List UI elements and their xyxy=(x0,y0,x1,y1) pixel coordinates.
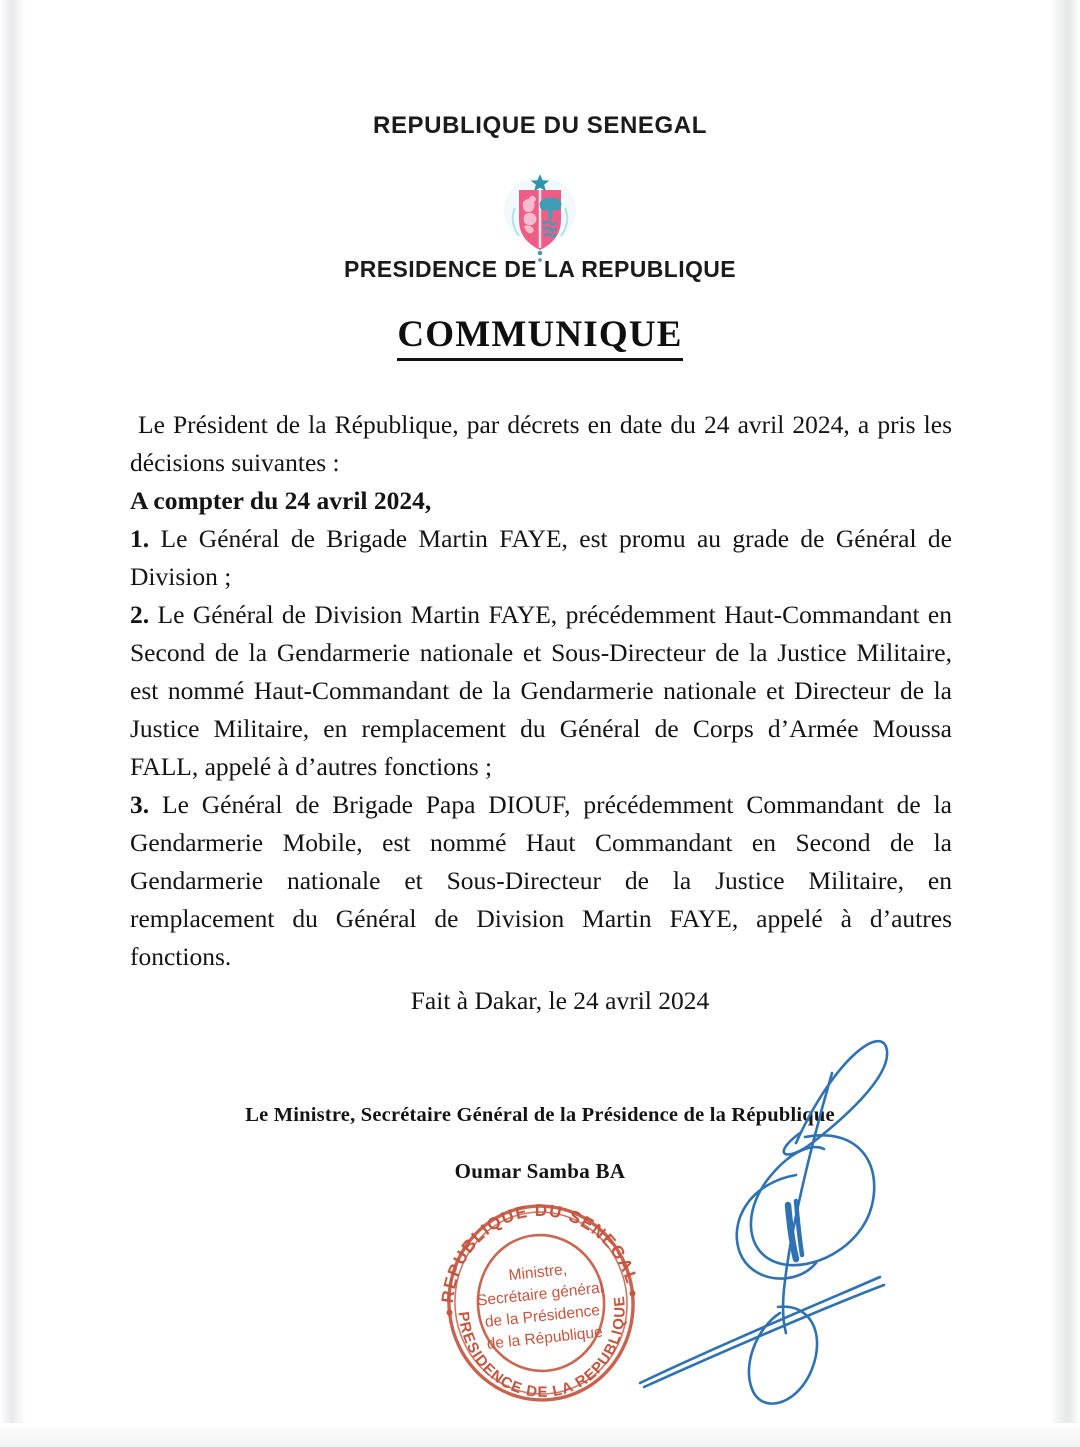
decision-item-1 xyxy=(130,520,952,596)
document-body xyxy=(130,406,952,976)
seal-outer-text-bottom: PRESIDENCE DE LA REPUBLIQUE xyxy=(454,1294,629,1401)
decision-item-3-text: Le Général de Brigade Papa DIOUF, précédemment Commandant de la Gendarmerie Mobile, est nommé Haut Commandant en Second de la Gendarmerie nationale et Sous-Directeur de la Justice Militaire, en remplacement du Général de Division Martin FAYE, appelé à d’autres fonctions. xyxy=(130,790,953,971)
page-title xyxy=(0,313,1080,361)
signatory-title: Le Ministre, Secrétaire Général de la Présidence de la République xyxy=(245,1104,835,1126)
decision-item-3-number: 3. xyxy=(130,790,150,819)
header-republic-line: REPUBLIQUE DU SENEGAL xyxy=(373,112,707,139)
body-lead-paragraph: Le Président de la République, par décrets en date du 24 avril 2024, a pris les décisions suivantes : xyxy=(130,410,952,477)
place-and-date-text: Fait à Dakar, le 24 avril 2024 xyxy=(410,986,710,1015)
coat-of-arms-icon xyxy=(485,168,595,264)
place-and-date-line xyxy=(0,986,1080,1016)
decision-item-3 xyxy=(130,786,952,976)
page-title-text: COMMUNIQUE xyxy=(397,313,682,361)
seal-center-line-4: de la République xyxy=(485,1323,604,1353)
header-presidence-line: PRESIDENCE DE LA REPUBLIQUE xyxy=(343,256,737,282)
handwritten-signature xyxy=(600,1015,1040,1440)
decision-item-2-text: Le Général de Division Martin FAYE, précédemment Haut-Commandant en Second de la Gendarmerie nationale et Sous-Directeur de la Justice Militaire, est nommé Haut-Commandant de la Gendarmerie nationale et Directeur de la Justice Militaire, en remplacement du Général de Corps d’Armée Moussa FALL, appelé à d’autres fonctions ; xyxy=(130,600,953,781)
seal-center-line-3: de la Présidence xyxy=(484,1301,601,1331)
signatory-name: Oumar Samba BA xyxy=(454,1159,626,1183)
seal-center-line-2: Secrétaire général xyxy=(476,1279,604,1310)
page-edge-right xyxy=(1050,0,1080,1447)
decision-item-1-text: Le Général de Brigade Martin FAYE, est promu au grade de Général de Division ; xyxy=(130,524,953,591)
body-effective-date: A compter du 24 avril 2024, xyxy=(130,486,432,515)
decision-item-2-number: 2. xyxy=(130,600,150,629)
decision-item-2 xyxy=(130,596,952,786)
decision-item-1-number: 1. xyxy=(130,524,150,553)
seal-outer-text-top: REPUBLIQUE DU SENEGAL xyxy=(437,1200,642,1305)
seal-center-line-1: Ministre, xyxy=(507,1261,568,1285)
page-edge-left xyxy=(0,0,26,1447)
